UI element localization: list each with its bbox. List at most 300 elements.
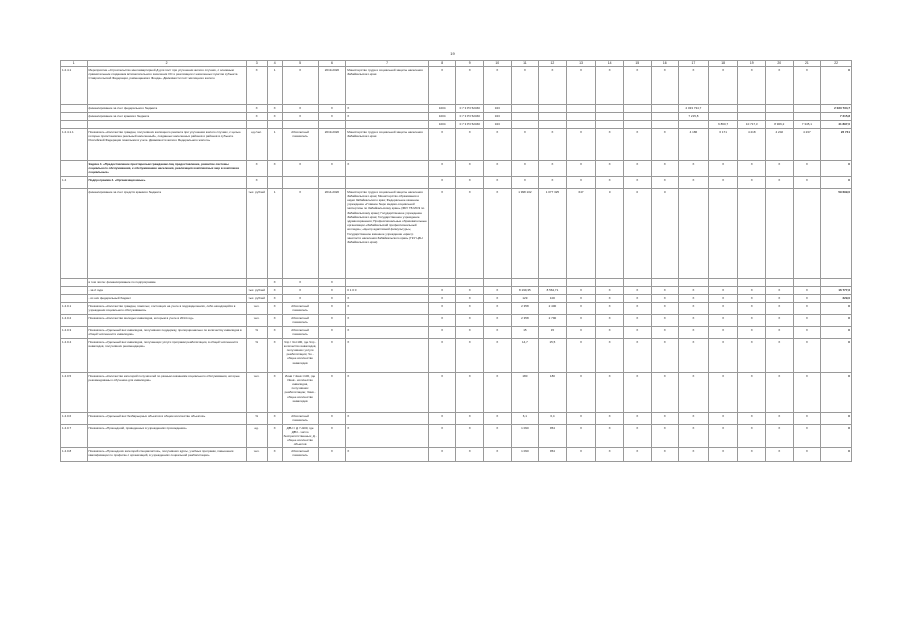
value-cell: 6,4	[539, 413, 567, 425]
value-cell: X	[596, 161, 624, 177]
value-cell	[708, 189, 738, 279]
value-cell: 2 358	[511, 303, 539, 315]
value-cell	[346, 177, 429, 189]
value-cell: X	[708, 161, 738, 177]
value-cell: X	[651, 295, 679, 303]
value-cell	[596, 113, 624, 121]
value-cell: X	[484, 315, 512, 327]
table-row	[61, 113, 852, 121]
value-cell: X	[346, 425, 429, 448]
value-cell: X	[346, 105, 429, 113]
value-cell	[708, 105, 738, 113]
value-cell	[623, 113, 651, 121]
value-cell: X	[651, 373, 679, 413]
value-cell: 8 906,2	[766, 121, 794, 129]
value-cell: X	[651, 315, 679, 327]
value-cell: 7 345,1	[793, 121, 821, 129]
value-cell: X	[566, 303, 596, 315]
value-cell: X	[282, 287, 318, 295]
value-cell: 7 215,8	[821, 113, 852, 121]
value-cell: Абсолютный показатель	[282, 303, 318, 315]
value-cell: 8 564,71	[539, 287, 567, 295]
value-cell: X	[456, 177, 484, 189]
value-cell: X	[623, 67, 651, 105]
value-cell	[566, 121, 596, 129]
value-cell	[539, 121, 567, 129]
table-row	[61, 339, 852, 373]
value-cell: 323	[484, 113, 512, 121]
value-cell	[566, 105, 596, 113]
value-cell: X	[484, 287, 512, 295]
column-number: 20	[766, 61, 794, 67]
column-number: 3	[246, 61, 267, 67]
row-code-cell	[61, 279, 88, 287]
value-cell	[511, 113, 539, 121]
row-name-cell: Показатель «Удельный вес инвалидов, получающих услуги программ реабилитации, в общей численности инвалидов, получивших рекомендации»	[87, 339, 246, 373]
table-row	[61, 279, 852, 287]
value-cell: X	[679, 177, 709, 189]
value-cell: X	[596, 315, 624, 327]
column-number: 2	[87, 61, 246, 67]
value-cell: X	[346, 327, 429, 339]
value-cell: 15	[511, 327, 539, 339]
value-cell: X	[708, 295, 738, 303]
value-cell: X	[679, 295, 709, 303]
value-cell: X	[821, 161, 852, 177]
value-cell: X	[566, 327, 596, 339]
value-cell: чел.	[246, 315, 267, 327]
value-cell: 0	[623, 189, 651, 279]
value-cell	[793, 189, 821, 279]
value-cell: X	[566, 161, 596, 177]
row-code-cell: 1.4.0.7	[61, 425, 88, 448]
column-number: 21	[793, 61, 821, 67]
value-cell: X	[738, 425, 766, 448]
value-cell: X	[428, 303, 456, 315]
value-cell: 15,5	[539, 339, 567, 373]
value-cell: 4 186	[679, 129, 709, 161]
value-cell: X	[456, 303, 484, 315]
row-name-cell: финансирование за счет федерального бюджета	[87, 105, 246, 113]
value-cell: X	[566, 413, 596, 425]
value-cell: X	[623, 295, 651, 303]
column-number: 9	[456, 61, 484, 67]
value-cell: ДВЧ = Д / Ч100, где ДВЧ - число беспрепятственных; Д - общее количество объектов	[283, 425, 317, 447]
value-cell: X	[623, 339, 651, 373]
value-cell: X	[793, 339, 821, 373]
table-row	[61, 295, 852, 303]
value-cell: X	[708, 413, 738, 425]
value-cell: X	[738, 287, 766, 295]
value-cell: 1	[267, 67, 282, 105]
value-cell: X	[766, 315, 794, 327]
value-cell: X	[708, 425, 738, 448]
value-cell: 0 7 3 P3 52460	[456, 121, 484, 129]
value-cell: X	[511, 67, 539, 105]
value-cell: 4 218	[738, 129, 766, 161]
value-cell: X	[766, 67, 794, 105]
value-cell	[738, 189, 766, 279]
row-name-cell: в том числе: финансирование по подпрограмме	[87, 279, 246, 287]
column-number: 10	[484, 61, 512, 67]
value-cell: X	[766, 327, 794, 339]
value-cell	[766, 279, 794, 287]
value-cell: X	[484, 295, 512, 303]
value-cell: 2 033 734,7	[679, 105, 709, 113]
value-cell: Абсолютный показатель	[282, 327, 318, 339]
value-cell: 0 1 0 0	[346, 287, 429, 295]
value-cell: X	[566, 339, 596, 373]
value-cell: 15	[539, 327, 567, 339]
column-number: 12	[539, 61, 567, 67]
value-cell: X	[428, 373, 456, 413]
value-cell: X	[623, 129, 651, 161]
value-cell: X	[428, 287, 456, 295]
row-code-cell: 1.4.0.4	[61, 339, 88, 373]
value-cell	[282, 121, 318, 129]
value-cell: X	[738, 327, 766, 339]
table-row	[61, 105, 852, 113]
column-number: 18	[708, 61, 738, 67]
value-cell	[566, 279, 596, 287]
value-cell: X	[596, 287, 624, 295]
row-code-cell: 1.2.4.1.1	[61, 129, 88, 161]
value-cell: X	[318, 425, 346, 448]
value-cell: X	[651, 448, 679, 462]
row-name-cell	[87, 121, 246, 129]
value-cell: X	[511, 129, 539, 161]
row-code-cell	[61, 295, 88, 303]
value-cell: X	[623, 413, 651, 425]
value-cell: %	[246, 339, 267, 373]
value-cell: X	[738, 373, 766, 413]
value-cell: X	[267, 105, 282, 113]
value-cell: тыс. рублей	[246, 189, 267, 279]
value-cell: X	[766, 161, 794, 177]
value-cell: 2019-2020	[318, 67, 346, 105]
value-cell: Чпр / Чо×100, где Чпр - количество инвалидов, получивших услуги реабилитации; Чо - общее количество инвалидов	[282, 339, 318, 373]
value-cell: X	[738, 177, 766, 189]
value-cell	[793, 279, 821, 287]
value-cell: X	[596, 448, 624, 462]
value-cell: X	[596, 177, 624, 189]
value-cell: Абсолютный показатель	[282, 129, 318, 161]
value-cell: 2019-2020	[318, 129, 346, 161]
value-cell	[679, 279, 709, 287]
value-cell: X	[318, 279, 346, 287]
value-cell: X	[428, 189, 456, 279]
value-cell: чел.	[246, 448, 267, 462]
value-cell: X	[651, 67, 679, 105]
value-cell: 1004	[428, 105, 456, 113]
value-cell: X	[539, 67, 567, 105]
value-cell: X	[282, 105, 318, 113]
value-cell: X	[456, 295, 484, 303]
value-cell: X	[282, 67, 318, 105]
value-cell: X	[738, 315, 766, 327]
value-cell	[738, 279, 766, 287]
value-cell: 2 033 734,7	[821, 105, 852, 113]
table-row	[61, 177, 852, 189]
value-cell: Министерство труда и социальной защиты населения Забайкальского края	[346, 67, 429, 105]
value-cell: X	[282, 161, 318, 177]
value-cell: Иинв / Чинв ×100, где Иинв - количество инвалидов, получивших реабилитацию; Чинв - общее количество инвалидов	[282, 373, 318, 413]
value-cell: X	[596, 339, 624, 373]
value-cell	[318, 177, 346, 189]
value-cell: X	[318, 287, 346, 295]
value-cell: 0	[596, 189, 624, 279]
value-cell: X	[282, 295, 318, 303]
value-cell: X	[346, 448, 429, 462]
value-cell: X	[318, 339, 346, 373]
value-cell: чел.	[246, 373, 267, 413]
value-cell	[282, 177, 318, 189]
value-cell: 0 7 3 P3 52460	[456, 105, 484, 113]
value-cell: X	[793, 303, 821, 315]
value-cell: X	[623, 287, 651, 295]
value-cell: X	[346, 373, 429, 413]
value-cell: Абсолютный показатель	[282, 413, 318, 425]
column-number: 8	[428, 61, 456, 67]
value-cell: X	[484, 339, 512, 373]
value-cell: X	[282, 113, 318, 121]
value-cell: X	[793, 161, 821, 177]
value-cell: X	[428, 425, 456, 448]
value-cell: X	[708, 448, 738, 462]
column-number: 14	[596, 61, 624, 67]
value-cell: X	[679, 425, 709, 448]
value-cell: X	[651, 425, 679, 448]
value-cell	[793, 113, 821, 121]
value-cell: X	[821, 177, 852, 189]
value-cell: X	[318, 327, 346, 339]
value-cell	[511, 121, 539, 129]
value-cell: X	[679, 303, 709, 315]
value-cell: 323	[484, 121, 512, 129]
table-row	[61, 287, 852, 295]
column-number: 17	[679, 61, 709, 67]
value-cell: X	[511, 161, 539, 177]
value-cell	[267, 121, 282, 129]
value-cell: X	[793, 425, 821, 448]
value-cell: X	[246, 105, 267, 113]
table-row	[61, 327, 852, 339]
value-cell: X	[651, 339, 679, 373]
value-cell: X	[766, 448, 794, 462]
value-cell: 1 998 102	[511, 189, 539, 279]
value-cell: X	[428, 413, 456, 425]
value-cell: 16 777,6	[821, 287, 852, 295]
value-cell: X	[708, 373, 738, 413]
value-cell: X	[318, 295, 346, 303]
value-cell: X	[708, 303, 738, 315]
value-cell: X	[623, 177, 651, 189]
value-cell: X	[267, 339, 282, 373]
value-cell: X	[623, 373, 651, 413]
value-cell: X	[346, 339, 429, 373]
value-cell: X	[708, 67, 738, 105]
value-cell: 1004	[428, 121, 456, 129]
value-cell	[346, 279, 429, 287]
value-cell: 180	[511, 373, 539, 413]
column-number: 13	[566, 61, 596, 67]
row-code-cell: 1.4	[61, 177, 88, 189]
value-cell: X	[651, 413, 679, 425]
table-row	[61, 129, 852, 161]
row-name-cell: Подпрограмма 4. «Организационные»	[87, 177, 246, 189]
value-cell: 8 199,35	[511, 287, 539, 295]
value-cell: X	[318, 315, 346, 327]
value-cell: X	[596, 303, 624, 315]
page-number: 19	[450, 51, 455, 56]
value-cell: X	[318, 413, 346, 425]
value-cell	[267, 177, 282, 189]
value-cell: X	[428, 177, 456, 189]
value-cell: X	[267, 373, 282, 413]
value-cell: Абсолютный показатель	[282, 315, 318, 327]
row-name-cell: - из них федеральный бюджет	[87, 295, 246, 303]
value-cell: X	[651, 161, 679, 177]
table-row	[61, 121, 852, 129]
value-cell: X	[484, 373, 512, 413]
value-cell: X	[623, 161, 651, 177]
value-cell: X	[651, 129, 679, 161]
value-cell: X	[456, 287, 484, 295]
row-name-cell: Показатель «Удельный вес инвалидов, получивших поддержку, пропорционально по количеству инвалидов в общей численности инвалидов»	[87, 327, 246, 339]
value-cell	[766, 105, 794, 113]
value-cell: X	[766, 373, 794, 413]
value-cell: X	[428, 339, 456, 373]
row-name-cell: Показатель «Прошедших категорий специалистов», получивших курсы, учебных программ, повышения квалификации по профилю с организаций, в учреждениях социальной реабилитации»	[87, 448, 246, 462]
row-name-cell: Показатель «Удельный вес безбарьерных объектов в общем количестве объектов»	[87, 413, 246, 425]
table-row	[61, 67, 852, 105]
value-cell: X	[596, 373, 624, 413]
value-cell: X	[267, 287, 282, 295]
value-cell: X	[318, 161, 346, 177]
value-cell: X	[484, 129, 512, 161]
value-cell: X	[318, 105, 346, 113]
value-cell	[318, 121, 346, 129]
value-cell: X	[679, 373, 709, 413]
value-cell: 1 090	[511, 425, 539, 448]
value-cell: X	[623, 448, 651, 462]
value-cell: X	[318, 448, 346, 462]
value-cell: X	[596, 425, 624, 448]
value-cell: 2 400	[539, 303, 567, 315]
value-cell: X	[484, 161, 512, 177]
value-cell: X	[346, 315, 429, 327]
value-cell: X	[539, 129, 567, 161]
value-cell: тыс. рублей	[246, 295, 267, 303]
value-cell: X	[484, 448, 512, 462]
value-cell: X	[318, 373, 346, 413]
value-cell: X	[738, 303, 766, 315]
value-cell: X	[793, 327, 821, 339]
value-cell	[596, 279, 624, 287]
value-cell: X	[456, 425, 484, 448]
value-cell	[428, 279, 456, 287]
value-cell: ед./чел.	[246, 129, 267, 161]
value-cell: X	[623, 315, 651, 327]
value-cell: 2 358	[511, 315, 539, 327]
value-cell: 6 171	[708, 129, 738, 161]
value-cell: X	[821, 448, 852, 462]
row-code-cell: 1.4.0.5	[61, 373, 88, 413]
value-cell: X	[738, 67, 766, 105]
table-row	[61, 315, 852, 327]
value-cell: 1 090	[511, 448, 539, 462]
value-cell: X	[651, 177, 679, 189]
value-cell: X	[267, 327, 282, 339]
value-cell: Абсолютный показатель	[282, 448, 318, 462]
table-row	[61, 425, 852, 448]
value-cell: X	[346, 113, 429, 121]
value-cell: X	[428, 161, 456, 177]
value-cell: X	[267, 303, 282, 315]
value-cell: 1	[267, 189, 282, 279]
value-cell: X	[596, 295, 624, 303]
value-cell: X	[708, 315, 738, 327]
value-cell	[596, 121, 624, 129]
value-cell: X	[246, 177, 267, 189]
value-cell: X	[346, 303, 429, 315]
table-row	[61, 373, 852, 413]
value-cell: X	[679, 448, 709, 462]
value-cell: X	[267, 315, 282, 327]
value-cell: X	[596, 327, 624, 339]
value-cell	[484, 279, 512, 287]
value-cell: X	[793, 315, 821, 327]
value-cell: X	[821, 303, 852, 315]
value-cell: X	[821, 67, 852, 105]
value-cell: X	[428, 448, 456, 462]
value-cell: X	[346, 295, 429, 303]
value-cell: X	[566, 129, 596, 161]
value-cell: X	[456, 189, 484, 279]
value-cell: 41 897,0	[821, 121, 852, 129]
value-cell: X	[566, 177, 596, 189]
table-row	[61, 448, 852, 462]
value-cell: 7 215,8	[679, 113, 709, 121]
value-cell: X	[456, 339, 484, 373]
row-name-cell: Показатель «Количество молодых инвалидов, которым в учете в 2014 год»	[87, 315, 246, 327]
column-number: 5	[282, 61, 318, 67]
value-cell: X	[708, 177, 738, 189]
value-cell: 1	[267, 129, 282, 161]
value-cell: X	[793, 448, 821, 462]
value-cell: X	[738, 295, 766, 303]
column-number: 11	[511, 61, 539, 67]
value-cell: X	[282, 279, 318, 287]
value-cell: X	[267, 279, 282, 287]
value-cell: X	[484, 413, 512, 425]
column-number: 16	[651, 61, 679, 67]
value-cell	[651, 279, 679, 287]
value-cell: X	[679, 287, 709, 295]
value-cell: X	[267, 161, 282, 177]
row-name-cell: Показатель «Количество граждан, пожилых, состоящих на учете в подразделениях, либо находящийся в учреждении социального обслуживания»	[87, 303, 246, 315]
value-cell: 22 741	[821, 129, 852, 161]
value-cell: X	[511, 177, 539, 189]
value-cell	[766, 113, 794, 121]
value-cell: X	[679, 339, 709, 373]
value-cell: 1 077 325	[539, 189, 567, 279]
value-cell: X	[596, 413, 624, 425]
value-cell: 0 7 3 P3 52460	[456, 113, 484, 121]
row-code-cell	[61, 189, 88, 279]
column-number: 19	[738, 61, 766, 67]
row-code-cell	[61, 121, 88, 129]
